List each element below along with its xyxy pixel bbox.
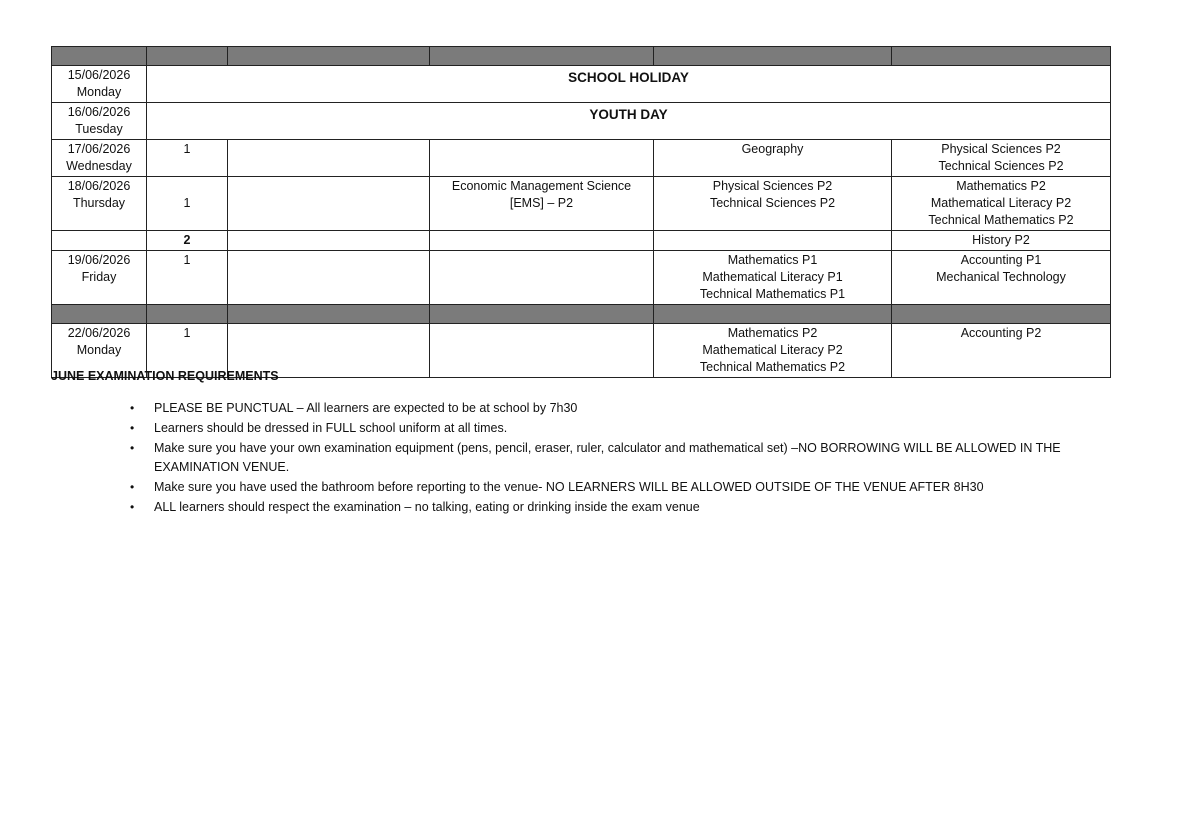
date-cell: [52, 231, 147, 251]
subject-cell: [228, 231, 430, 251]
subject-line: Economic Management Science: [451, 179, 632, 193]
subject-line: Technical Sciences P2: [709, 196, 836, 210]
subject-cell: [892, 231, 1111, 251]
subject-line: Geography: [741, 142, 804, 156]
subject-cell: [228, 177, 430, 231]
subject-cell: [228, 140, 430, 177]
list-item: [130, 478, 1090, 497]
subject-cell: [892, 140, 1111, 177]
table-row: [52, 251, 1111, 305]
subject-line: Mathematics P2: [956, 179, 1046, 193]
subject-line: Mathematics P1: [727, 253, 818, 267]
list-item-text: Learners should be dressed in FULL school uniform at all times.: [154, 421, 508, 435]
exam-timetable: [51, 46, 1111, 378]
header-band: [52, 47, 1111, 66]
subject-line: [EMS] – P2: [509, 196, 574, 210]
subject-line: Mathematical Literacy P2: [930, 196, 1072, 210]
table-row: [52, 103, 1111, 140]
date-cell: [52, 140, 147, 177]
event-cell: SCHOOL HOLIDAY: [147, 66, 1111, 103]
bullet-icon: •: [130, 441, 135, 455]
subject-cell: [654, 140, 892, 177]
subject-cell: [654, 231, 892, 251]
day-text: Tuesday: [75, 122, 123, 136]
subject-cell: [430, 231, 654, 251]
date-text: 22/06/2026: [67, 326, 131, 340]
session-cell: 1: [147, 324, 228, 378]
date-text: 17/06/2026: [67, 142, 131, 156]
subject-line: Physical Sciences P2: [712, 179, 833, 193]
subject-cell: [654, 251, 892, 305]
separator-band: [52, 305, 1111, 324]
subject-cell: [430, 140, 654, 177]
session-cell: 2: [147, 231, 228, 251]
subject-line: Mathematical Literacy P2: [702, 343, 843, 357]
date-cell: [52, 66, 147, 103]
list-item: [130, 439, 1090, 477]
day-text: Wednesday: [66, 159, 132, 173]
subject-cell: [892, 177, 1111, 231]
subject-cell: [228, 251, 430, 305]
subject-line: Accounting P1: [960, 253, 1042, 267]
subject-cell: [430, 177, 654, 231]
day-text: Monday: [76, 343, 122, 357]
bullet-icon: •: [130, 500, 135, 514]
session-cell: 1: [147, 140, 228, 177]
bullet-icon: •: [130, 480, 135, 494]
day-text: Monday: [76, 85, 122, 99]
subject-line: Technical Mathematics P2: [699, 360, 846, 374]
subject-line: Accounting P2: [960, 326, 1042, 340]
list-item: [130, 399, 1090, 418]
list-item-text: Make sure you have used the bathroom before reporting to the venue- NO LEARNERS WILL BE ALLOWED OUTSIDE OF THE VENUE AFTER 8H30: [154, 480, 984, 494]
subject-line: Technical Sciences P2: [938, 159, 1064, 173]
date-text: 15/06/2026: [67, 68, 131, 82]
table-row: [52, 66, 1111, 103]
subject-line: Technical Mathematics P2: [928, 213, 1074, 227]
subject-cell: [654, 177, 892, 231]
subject-cell: [892, 251, 1111, 305]
date-text: 16/06/2026: [67, 105, 131, 119]
requirements-list: [130, 399, 1090, 518]
day-text: Friday: [81, 270, 117, 284]
subject-cell: [430, 324, 654, 378]
subject-line: Physical Sciences P2: [941, 142, 1061, 156]
date-text: 19/06/2026: [67, 253, 131, 267]
subject-line: Mathematics P2: [727, 326, 818, 340]
subject-cell: [654, 324, 892, 378]
date-text: 18/06/2026: [67, 179, 131, 193]
subject-line: History P2: [972, 233, 1030, 247]
bullet-icon: •: [130, 401, 135, 415]
subject-line: Mechanical Technology: [936, 270, 1066, 284]
list-item-text: Make sure you have your own examination equipment (pens, pencil, eraser, ruler, calculator and mathematical set) –NO BORROWING WILL BE ALLOWED IN THE EXAMINATION VENUE.: [154, 441, 1061, 474]
date-cell: [52, 103, 147, 140]
session-cell: 1: [147, 251, 228, 305]
requirements-heading: JUNE EXAMINATION REQUIREMENTS: [51, 369, 279, 383]
subject-line: Mathematical Literacy P1: [702, 270, 843, 284]
session-cell: 1: [147, 177, 228, 231]
day-text: Thursday: [72, 196, 126, 210]
table-row: [52, 177, 1111, 231]
list-item: [130, 419, 1090, 438]
date-cell: [52, 177, 147, 231]
subject-line: Technical Mathematics P1: [699, 287, 846, 301]
bullet-icon: •: [130, 421, 135, 435]
table-row: [52, 231, 1111, 251]
table-row: [52, 140, 1111, 177]
list-item-text: PLEASE BE PUNCTUAL – All learners are expected to be at school by 7h30: [154, 401, 578, 415]
list-item-text: ALL learners should respect the examination – no talking, eating or drinking inside the exam venue: [154, 500, 700, 514]
date-cell: [52, 251, 147, 305]
subject-cell: [892, 324, 1111, 378]
list-item: [130, 498, 1090, 517]
event-cell: YOUTH DAY: [147, 103, 1111, 140]
subject-cell: [430, 251, 654, 305]
